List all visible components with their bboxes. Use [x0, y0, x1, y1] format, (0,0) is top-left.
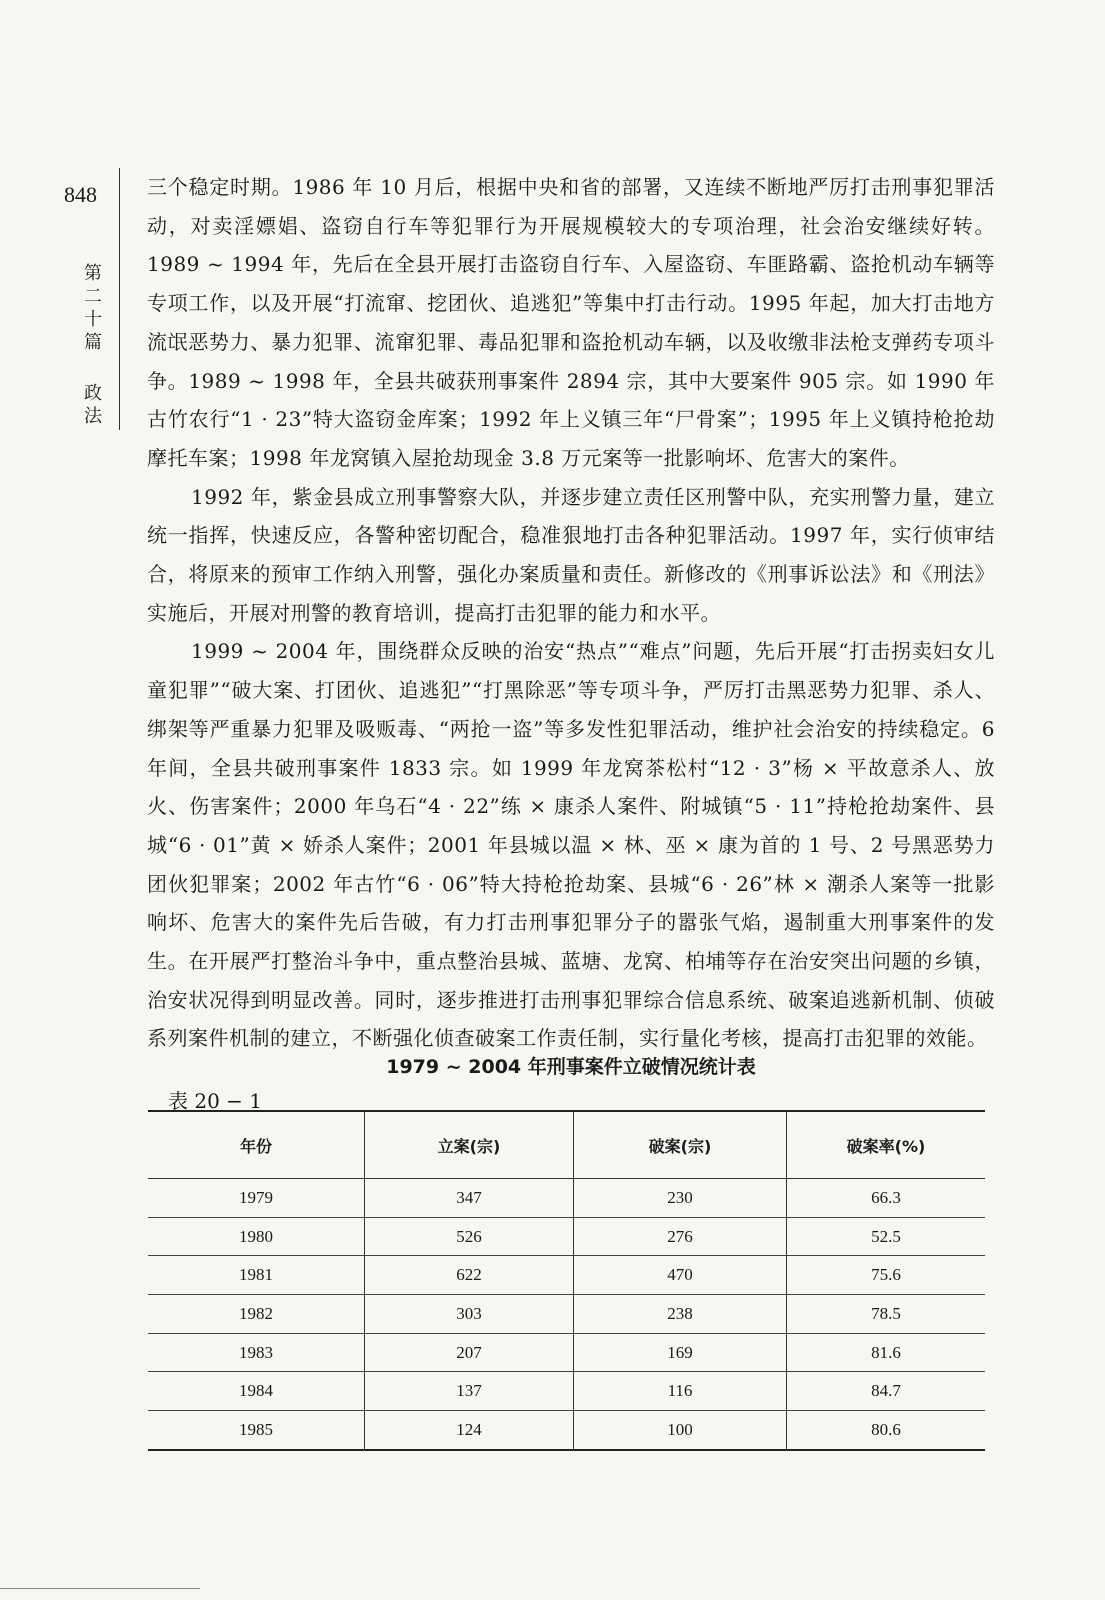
margin-divider: [119, 168, 120, 430]
cell-rate: 80.6: [787, 1411, 986, 1450]
side-title-char: 篇: [84, 332, 102, 353]
bottom-edge-rule: [0, 1588, 200, 1589]
cell-rate: 66.3: [787, 1179, 986, 1218]
side-title-char: 十: [84, 309, 102, 330]
table-row: [148, 1411, 985, 1450]
side-section-char: 政: [84, 383, 102, 404]
cell-year: 1982: [148, 1295, 365, 1334]
table-row: [148, 1295, 985, 1334]
cell-rate: 75.6: [787, 1256, 986, 1295]
body-text: [147, 168, 995, 1058]
cell-rate: 81.6: [787, 1333, 986, 1372]
paragraph-continuation: 三个稳定时期。1986 年 10 月后，根据中央和省的部署，又连续不断地严厉打击刑事犯罪活动，对卖淫嫖娼、盗窃自行车等犯罪行为开展规模较大的专项治理，社会治安继续好转。1989 ~ 1994 年，先后在全县开展打击盗窃自行车、入屋盗窃、车匪路霸、盗抢机动车辆等专项工作，以及开展“打流窜、挖团伙、追逃犯”等集中打击行动。1995 年起，加大打击地方流氓恶势力、暴力犯罪、流窜犯罪、毒品犯罪和盗抢机动车辆，以及收缴非法枪支弹药专项斗争。1989 ~ 1998 年，全县共破获刑事案件 2894 宗，其中大要案件 905 宗。如 1990 年古竹农行“1 · 23”特大盗窃金库案；1992 年上义镇三年“尸骨案”；1995 年上义镇持枪抢劫摩托车案；1998 年龙窝镇入屋抢劫现金 3.8 万元案等一批影响坏、危害大的案件。: [147, 175, 995, 470]
cell-filed: 347: [365, 1179, 574, 1218]
cell-rate: 78.5: [787, 1295, 986, 1334]
side-title-char: 第: [84, 263, 102, 284]
paragraph: 1999 ~ 2004 年，围绕群众反映的治安“热点”“难点”问题，先后开展“打击拐卖妇女儿童犯罪”“破大案、打团伙、追逃犯”“打黑除恶”等专项斗争，严厉打击黑恶势力犯罪、杀人、绑架等严重暴力犯罪及吸贩毒、“两抢一盗”等多发性犯罪活动，维护社会治安的持续稳定。6 年间，全县共破刑事案件 1833 宗。如 1999 年龙窝茶松村“12 · 3”杨 × 平故意杀人、放火、伤害案件；2000 年乌石“4 · 22”练 × 康杀人案件、附城镇“5 · 11”持枪抢劫案件、县城“6 · 01”黄 × 娇杀人案件；2001 年县城以温 × 林、巫 × 康为首的 1 号、2 号黑恶势力团伙犯罪案；2002 年古竹“6 · 06”特大持枪抢劫案、县城“6 · 26”林 × 潮杀人案等一批影响坏、危害大的案件先后告破，有力打击刑事犯罪分子的嚣张气焰，遏制重大刑事案件的发生。在开展严打整治斗争中，重点整治县城、蓝塘、龙窝、柏埔等存在治安突出问题的乡镇，治安状况得到明显改善。同时，逐步推进打击刑事犯罪综合信息系统、破案追逃新机制、侦破系列案件机制的建立，不断强化侦查破案工作责任制，实行量化考核，提高打击犯罪的效能。: [147, 639, 995, 1051]
cell-solved: 238: [574, 1295, 787, 1334]
cell-solved: 100: [574, 1411, 787, 1450]
cell-solved: 470: [574, 1256, 787, 1295]
cell-year: 1983: [148, 1333, 365, 1372]
cell-year: 1980: [148, 1217, 365, 1256]
cell-year: 1985: [148, 1411, 365, 1450]
table-header-row: [148, 1111, 985, 1179]
cell-filed: 303: [365, 1295, 574, 1334]
side-title-char: 二: [84, 286, 102, 307]
cell-filed: 124: [365, 1411, 574, 1450]
header-year: 年份: [148, 1111, 365, 1179]
header-filed-cases: 立案(宗): [365, 1111, 574, 1179]
table-row: [148, 1217, 985, 1256]
page-number: 848: [64, 182, 97, 207]
cell-filed: 137: [365, 1372, 574, 1411]
chapter-side-title: [80, 262, 106, 428]
table-row: [148, 1256, 985, 1295]
cell-solved: 276: [574, 1217, 787, 1256]
header-solved-cases: 破案(宗): [574, 1111, 787, 1179]
table-number: 表 20 − 1: [168, 1089, 263, 1113]
cell-rate: 52.5: [787, 1217, 986, 1256]
cell-rate: 84.7: [787, 1372, 986, 1411]
table-row: [148, 1179, 985, 1218]
cell-solved: 116: [574, 1372, 787, 1411]
side-section-char: 法: [84, 406, 102, 427]
table-row: [148, 1372, 985, 1411]
header-solve-rate: 破案率(%): [787, 1111, 986, 1179]
paragraph: 1992 年，紫金县成立刑事警察大队，并逐步建立责任区刑警中队，充实刑警力量，建立统一指挥，快速反应，各警种密切配合，稳准狠地打击各种犯罪活动。1997 年，实行侦审结合，将原来的预审工作纳入刑警，强化办案质量和责任。新修改的《刑事诉讼法》和《刑法》实施后，开展对刑警的教育培训，提高打击犯罪的能力和水平。: [147, 484, 995, 625]
cell-filed: 207: [365, 1333, 574, 1372]
table-caption: 1979 ~ 2004 年刑事案件立破情况统计表: [386, 1056, 756, 1078]
cell-year: 1984: [148, 1372, 365, 1411]
cell-year: 1979: [239, 1187, 273, 1207]
cell-filed: 622: [365, 1256, 574, 1295]
cell-solved: 169: [574, 1333, 787, 1372]
cell-solved: 230: [574, 1179, 787, 1218]
cell-year: 1981: [148, 1256, 365, 1295]
cell-filed: 526: [365, 1217, 574, 1256]
statistics-table: [148, 1110, 985, 1451]
table-row: [148, 1333, 985, 1372]
